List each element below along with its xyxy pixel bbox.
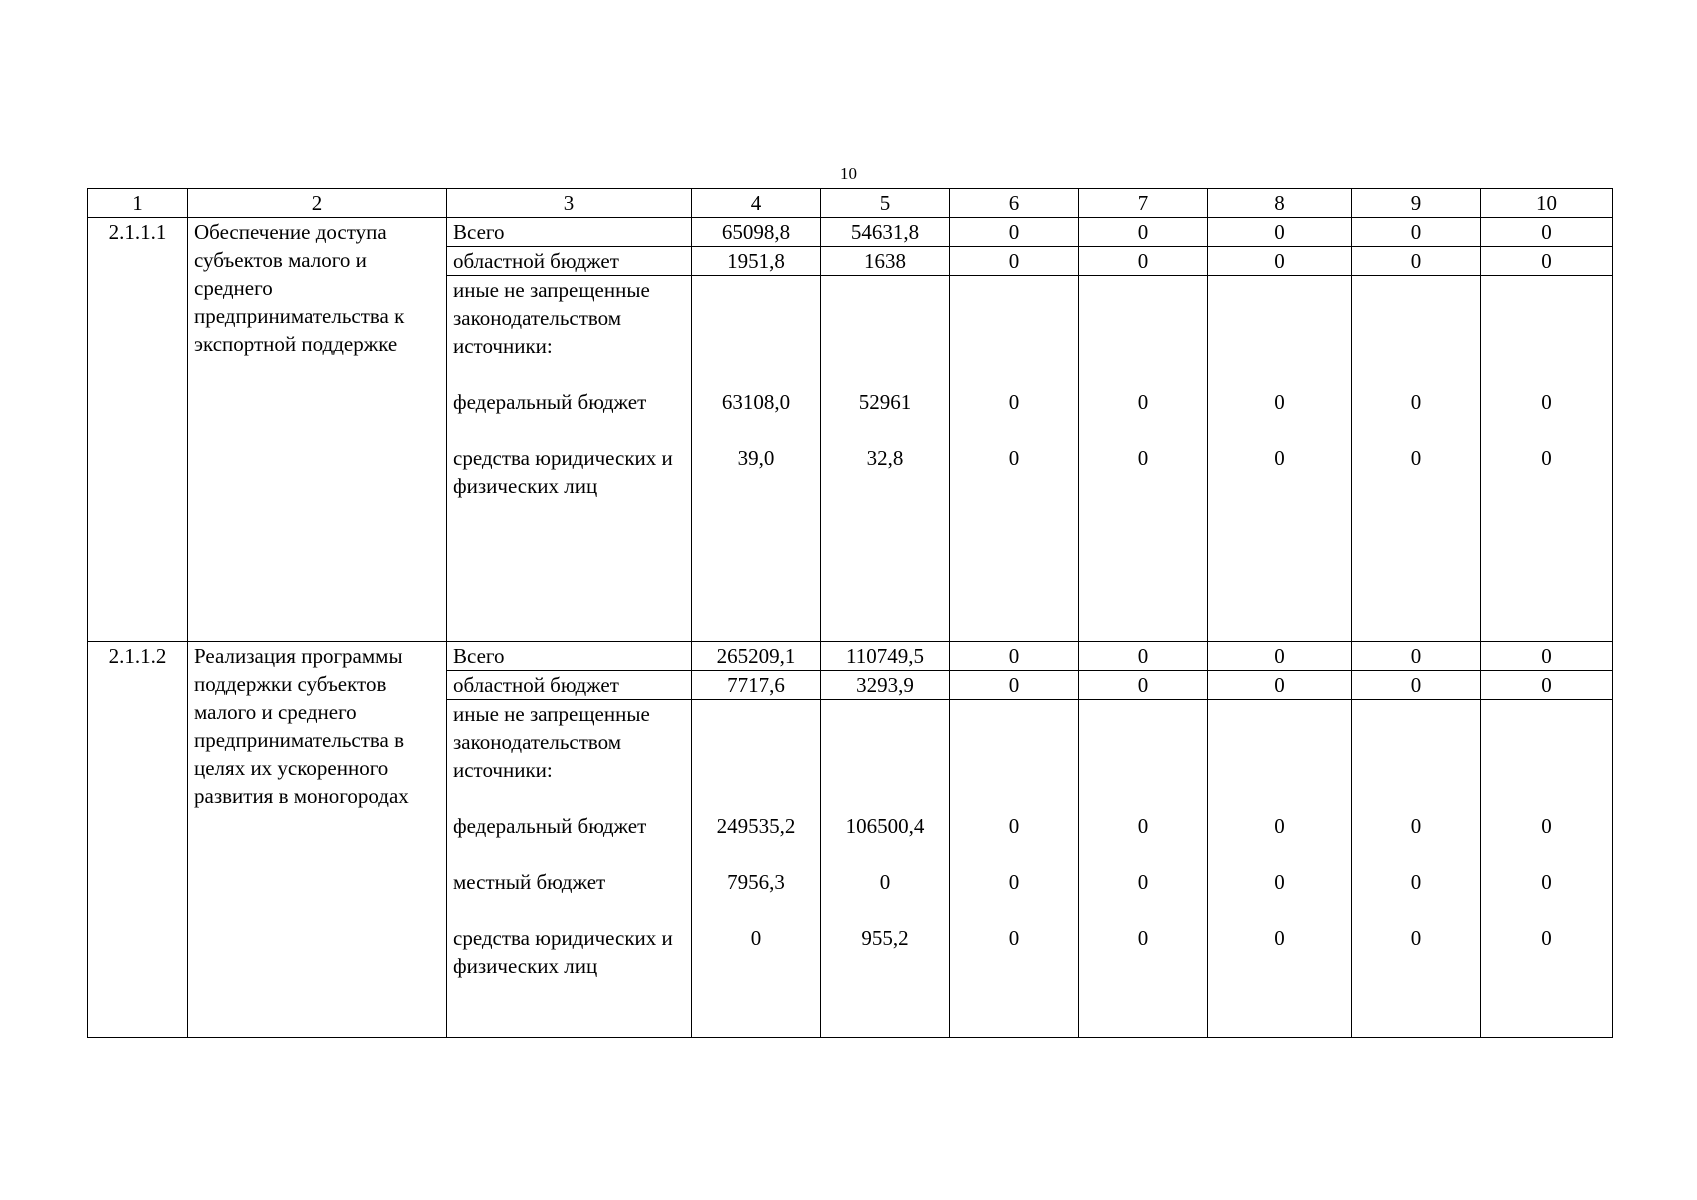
funding-source-label: средства юридических и физических лиц [453, 446, 673, 498]
funding-source-label: областной бюджет [447, 247, 692, 276]
column-number: 1 [88, 189, 188, 218]
value-cell: 54631,8 [821, 218, 950, 247]
column-number: 8 [1208, 189, 1352, 218]
value-cell: 0 [1137, 926, 1149, 950]
other-sources-cell [447, 276, 692, 642]
value-column [1079, 276, 1208, 642]
value-cell: 0 [1410, 870, 1422, 894]
value-cell: 0 [1208, 247, 1352, 276]
value-cell: 65098,8 [692, 218, 821, 247]
measure-name: Реализация программы поддержки субъектов малого и среднего предпринимательства в целях их ускоренного развития в моногородах [188, 642, 447, 1038]
other-sources-cell [447, 700, 692, 1038]
value-cell: 0 [1410, 814, 1422, 838]
value-cell: 1951,8 [692, 247, 821, 276]
value-cell: 0 [1274, 870, 1285, 894]
value-cell: 0 [1481, 218, 1613, 247]
column-number: 3 [447, 189, 692, 218]
value-cell: 0 [1208, 642, 1352, 671]
column-number: 9 [1352, 189, 1481, 218]
value-cell: 0 [1410, 926, 1422, 950]
value-cell: 52961 [858, 390, 912, 414]
value-column [1481, 276, 1613, 642]
value-cell: 0 [1208, 218, 1352, 247]
value-cell: 0 [1481, 247, 1613, 276]
value-column [821, 700, 950, 1038]
value-column [692, 276, 821, 642]
budget-table [87, 188, 1613, 1038]
value-cell: 63108,0 [721, 390, 791, 414]
value-cell: 0 [1137, 814, 1149, 838]
value-column [1079, 700, 1208, 1038]
value-column [692, 700, 821, 1038]
value-cell: 0 [879, 870, 891, 894]
funding-source-label: федеральный бюджет [453, 390, 647, 414]
value-cell: 0 [1481, 671, 1613, 700]
value-cell: 0 [1008, 870, 1020, 894]
value-cell: 0 [1274, 814, 1285, 838]
value-cell: 0 [1352, 218, 1481, 247]
value-cell: 0 [1541, 814, 1552, 838]
column-number: 6 [950, 189, 1079, 218]
other-sources-header: иные не запрещенные законодательством источники: [453, 702, 650, 782]
column-number: 10 [1481, 189, 1613, 218]
table-row [88, 218, 1613, 247]
value-cell: 0 [1137, 446, 1149, 470]
value-column [950, 276, 1079, 642]
value-cell: 106500,4 [845, 814, 925, 838]
value-column [821, 276, 950, 642]
funding-source-label: Всего [447, 642, 692, 671]
value-cell: 0 [1137, 390, 1149, 414]
column-number: 7 [1079, 189, 1208, 218]
value-cell: 955,2 [861, 926, 909, 950]
value-cell: 110749,5 [821, 642, 950, 671]
value-cell: 39,0 [737, 446, 775, 470]
value-cell: 0 [950, 247, 1079, 276]
measure-code: 2.1.1.1 [88, 218, 188, 642]
value-column [1352, 276, 1481, 642]
column-number: 4 [692, 189, 821, 218]
value-cell: 0 [1008, 446, 1020, 470]
value-cell: 0 [1541, 926, 1552, 950]
value-cell: 0 [1410, 446, 1422, 470]
value-cell: 265209,1 [692, 642, 821, 671]
value-cell: 0 [1352, 671, 1481, 700]
value-cell: 0 [1208, 671, 1352, 700]
value-cell: 0 [1352, 247, 1481, 276]
value-column [1208, 700, 1352, 1038]
value-column [1208, 276, 1352, 642]
funding-source-label: местный бюджет [453, 870, 606, 894]
value-cell: 3293,9 [821, 671, 950, 700]
column-number: 5 [821, 189, 950, 218]
value-cell: 0 [1274, 446, 1285, 470]
measure-name: Обеспечение доступа субъектов малого и среднего предпринимательства к экспортной поддержке [188, 218, 447, 642]
value-cell: 0 [1274, 390, 1285, 414]
value-cell: 0 [1137, 870, 1149, 894]
column-number-row [88, 189, 1613, 218]
value-cell: 0 [1274, 926, 1285, 950]
value-cell: 249535,2 [716, 814, 796, 838]
value-cell: 0 [1541, 390, 1552, 414]
funding-source-label: средства юридических и физических лиц [453, 926, 673, 978]
value-cell: 0 [1079, 247, 1208, 276]
value-cell: 0 [950, 642, 1079, 671]
value-cell: 7717,6 [692, 671, 821, 700]
value-cell: 0 [1352, 642, 1481, 671]
measure-code: 2.1.1.2 [88, 642, 188, 1038]
table-row [88, 642, 1613, 671]
value-cell: 0 [1008, 814, 1020, 838]
value-cell: 7956,3 [727, 870, 785, 894]
value-column [950, 700, 1079, 1038]
value-column [1352, 700, 1481, 1038]
value-cell: 0 [1481, 642, 1613, 671]
value-cell: 0 [1541, 870, 1552, 894]
value-cell: 0 [1008, 390, 1020, 414]
value-cell: 32,8 [866, 446, 904, 470]
funding-source-label: Всего [447, 218, 692, 247]
other-sources-header: иные не запрещенные законодательством источники: [453, 278, 650, 358]
value-cell: 0 [1008, 926, 1020, 950]
value-cell: 0 [1079, 642, 1208, 671]
funding-source-label: областной бюджет [447, 671, 692, 700]
value-cell: 0 [950, 218, 1079, 247]
page-number: 10 [840, 164, 857, 183]
value-cell: 1638 [821, 247, 950, 276]
value-column [1481, 700, 1613, 1038]
value-cell: 0 [750, 926, 762, 950]
column-number: 2 [188, 189, 447, 218]
value-cell: 0 [950, 671, 1079, 700]
funding-source-label: федеральный бюджет [453, 814, 647, 838]
value-cell: 0 [1410, 390, 1422, 414]
value-cell: 0 [1079, 671, 1208, 700]
value-cell: 0 [1079, 218, 1208, 247]
value-cell: 0 [1541, 446, 1552, 470]
